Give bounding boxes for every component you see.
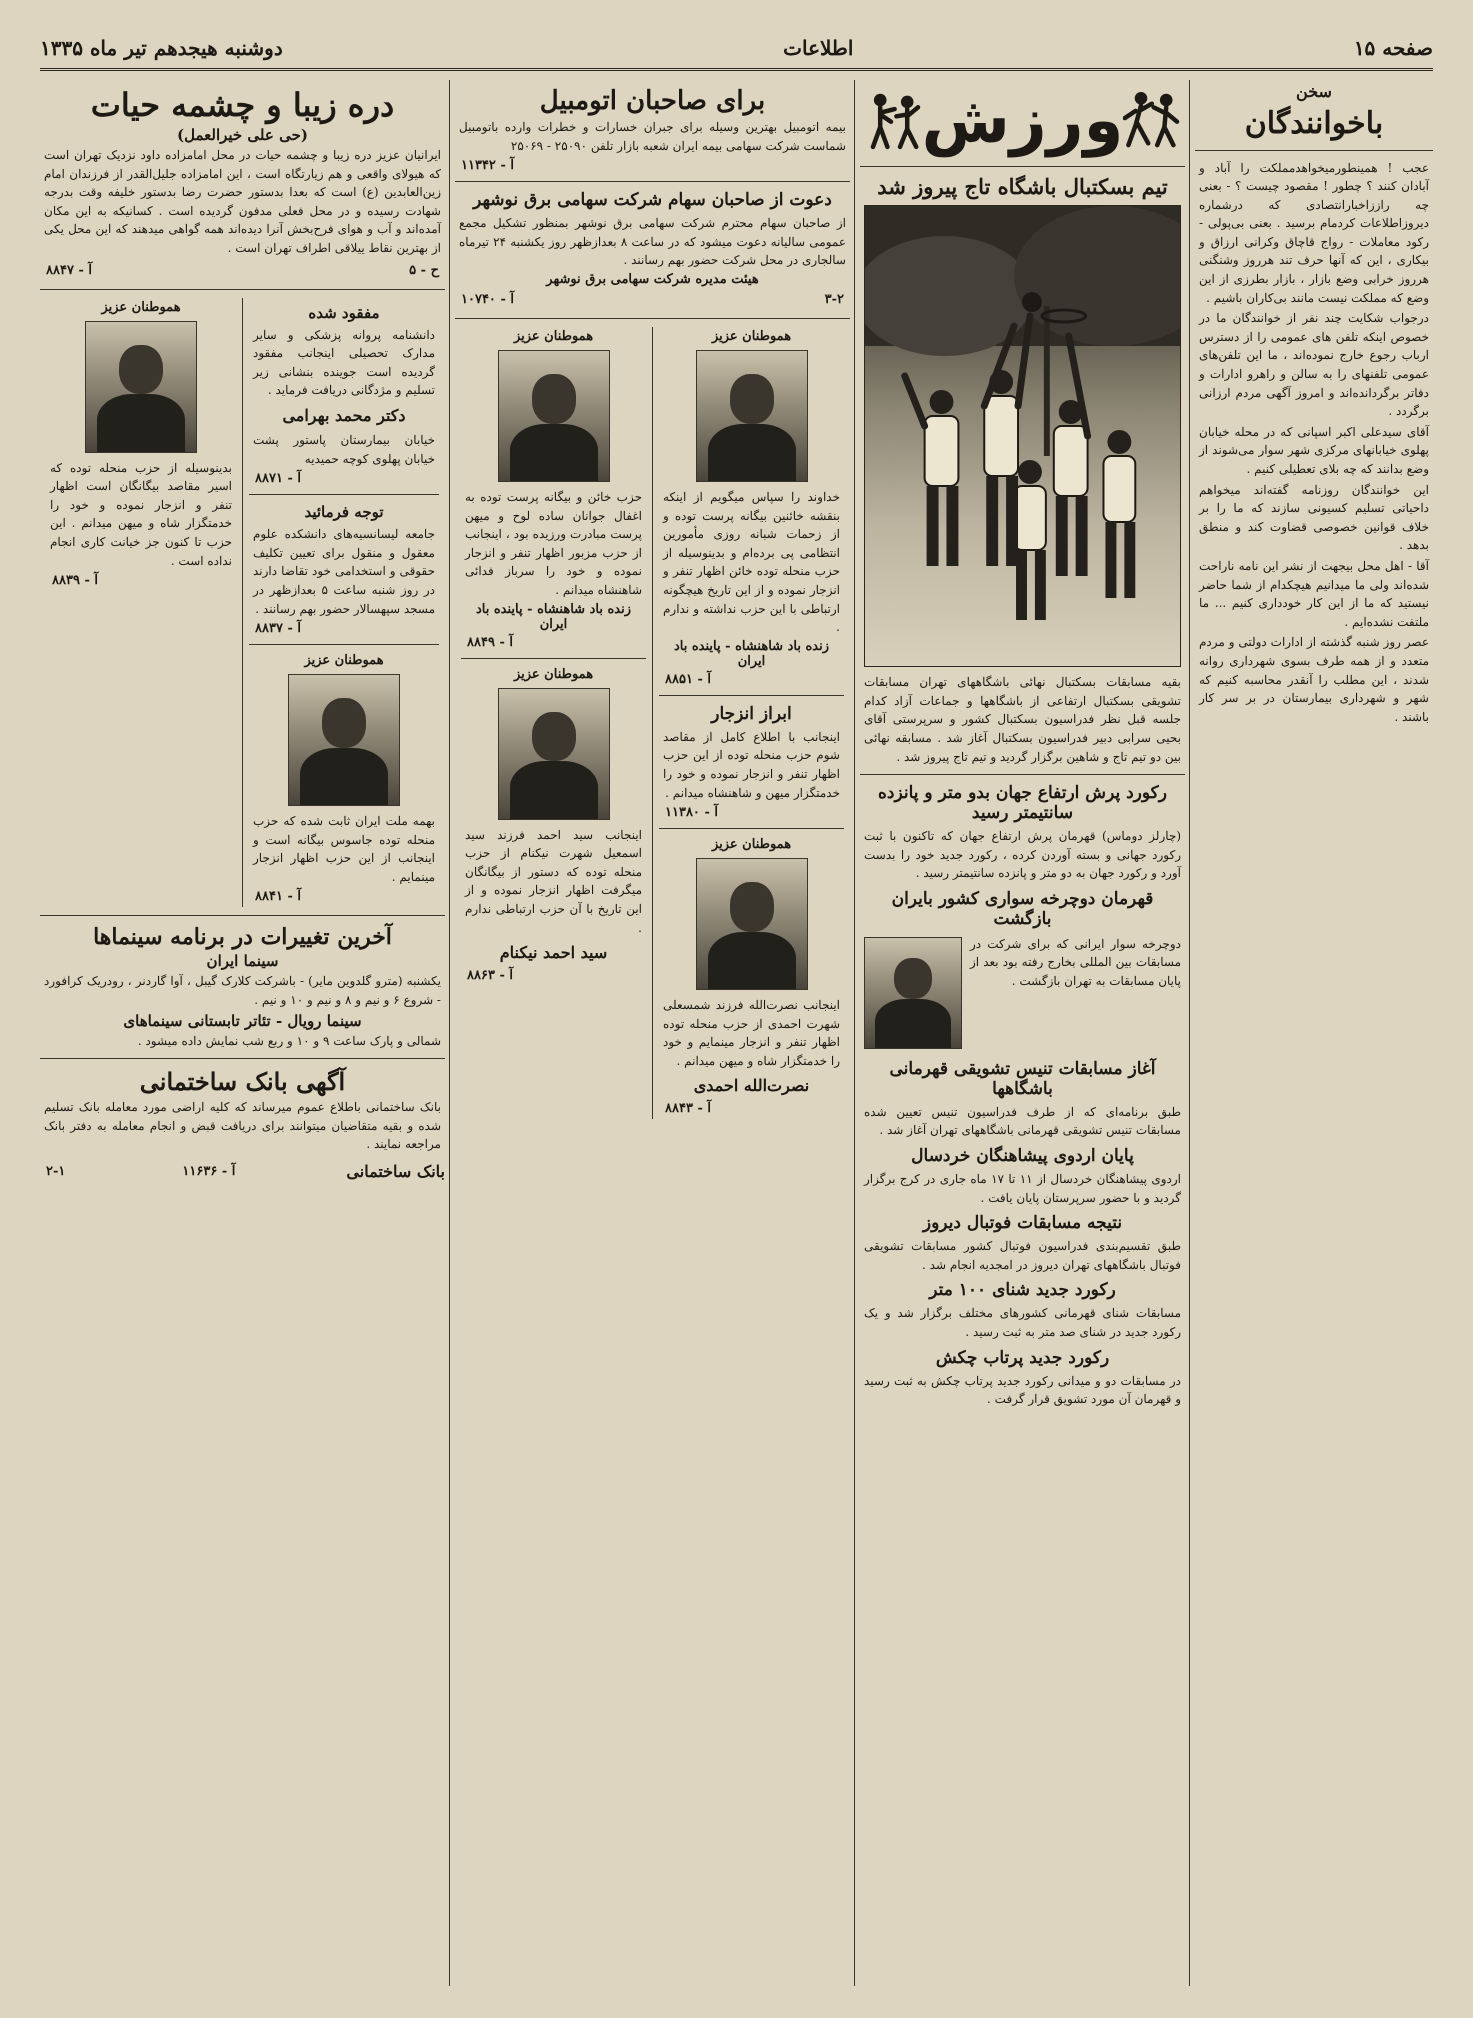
notice-text: اینجانب با اطلاع کامل از مقاصد شوم حزب منحله توده از این حزب اظهار تنفر و انزجار نموده و خود را خدمتگزار میهن و شاهنشاه میدانم .: [663, 729, 840, 800]
portrait-photo: [696, 350, 808, 482]
lost-title: مفقود شده: [308, 303, 380, 322]
letters-title: باخوانندگان: [1244, 106, 1384, 141]
football-headline: نتیجه مسابقات فوتبال دیروز: [922, 1213, 1123, 1234]
notice-ref: آ - ۸۸۶۳: [467, 968, 513, 984]
valley-story: ایرانیان عزیز دره زیبا و چشمه حیات در محل امامزاده داود نزدیک تهران است که هیولای واقعی و هم زیارتگاه است ، این امامزاده جلیل‌القدر از فرزندان امام زین‌العابدین (ع) است که بعدا بدستور حضرت رضا بدستور خلیفه وقت بدرجه شهادت رسیده و در محل فعلی مدفون گردیده است . کسانیکه به این مکان آمده‌اند و آب و هوای فرح‌بخش آنرا دیده‌اند همه گواهی میدهند که این محل یکی از بهترین نقاط ییلاقی اطراف تهران است .: [44, 148, 441, 255]
attention-ref: آ - ۸۸۳۷: [255, 621, 301, 637]
basketball-headline: تیم بسکتبال باشگاه تاج پیروز شد: [877, 174, 1168, 199]
letter-paragraph: این خوانندگان روزنامه گفته‌اند میخواهم داحیاتی تسلیم کسیونی سازند که ما را بر خلاف قوانین خصوصی قضاوت کند و منطق بدهد .: [1199, 482, 1429, 553]
column-rule: [854, 80, 855, 1986]
long-live-line: زنده باد شاهنشاه - پاینده باد ایران: [475, 601, 632, 632]
notice-text: بهمه ملت ایران ثابت شده که حزب منحله توده جاسوس بیگانه است و اینجانب از این حزب اظهار انزجار مینمایم .: [253, 814, 435, 884]
scouts-headline: پایان اردوی پیشاهنگان خردسال: [911, 1146, 1134, 1167]
valley-ref-2: ح - ۵: [409, 262, 439, 278]
bank-ad-title: آگهی بانک ساختمانی: [139, 1067, 346, 1097]
boxers-icon: [864, 84, 922, 154]
portrait-photo: [696, 858, 808, 990]
compatriot-heading: هموطنان عزیز: [513, 328, 594, 344]
hammer-headline: رکورد جدید پرتاب چکش: [935, 1347, 1110, 1368]
notice-text: اینجانب سید احمد فرزند سید اسمعیل شهرت نیکنام از حزب منحله توده که دستور از بیگانگان میگرفت اظهار انزجار نموده و از این تاریخ با آن حزب ارتباطی ندارم .: [465, 827, 642, 935]
basketball-photo: [864, 205, 1181, 667]
portrait-photo: [498, 688, 610, 820]
cinema-listing: یکشنبه (مترو گلدوین مایر) - باشرکت کلارک گیبل ، آوا گاردنر ، رودریک کرافورد - شروع ۶ و نیم و ۸ و نیم و ۱۰ و نیم .: [44, 974, 441, 1008]
cinema-name: سینما ایران: [206, 952, 279, 971]
notice-ref: آ - ۸۸۳۹: [52, 573, 98, 589]
notice-text: خداوند را سپاس میگویم از اینکه بنقشه خائنین بیگانه پرست توده و از زحمات شبانه روزی مأمورین انتظامی پی برده‌ام و بدینوسیله از حزب منحله توده خائن اظهار تنفر و انزجار نموده و از این تاریخ هیچگونه ارتباطی با این حزب نداشته و ندارم .: [663, 489, 840, 635]
notice-text: حزب خائن و بیگانه پرست توده به اغفال جوانان ساده لوح و میهن پرست مبادرت ورزیده بود ، اینجانب از حزب مزبور اظهار تنفر و انزجار نموده و خود را سرباز فدائی شاهنشاه میدانم .: [465, 489, 642, 597]
valley-headline: دره زیبا و چشمه حیات: [90, 86, 395, 124]
letter-paragraph: درجواب شکایت چند نفر از خوانندگان ما در خصوص اینکه تلفن های عمومی را از دسترس ارباب رجوع خارج نموده‌اند ، ما این تلفن‌های عمومی تلفنهای را به سالن و راهرو ادارات و دفاتر برگردانده‌اند و امروز آگهی مردم ارزانی برگردد .: [1199, 311, 1429, 419]
cinema-title: آخرین تغییرات در برنامه سینماها: [93, 924, 392, 951]
compatriot-heading: هموطنان عزیز: [513, 666, 594, 682]
auto-ad-title: برای صاحبان اتومبیل: [539, 86, 766, 116]
high-jump-story: (چارلز دوماس) قهرمان پرش ارتفاع جهان که تاکنون با ثبت رکورد جهانی و بسته آوردن کرده ، رکورد جدید خود را بدست آورد و رکورد جهان به دو متر و پانزده سانتیمتر رسید .: [864, 829, 1181, 881]
cyclist-story: دوچرخه سوار ایرانی که برای شرکت در مسابقات بین المللی بخارج رفته بود بعد از پایان مسابقات به تهران بازگشت .: [970, 936, 1181, 989]
bank-ref-2: ۲-۱: [46, 1164, 66, 1180]
notice-text: بدینوسیله از حزب منحله توده که اسیر مقاصد بیگانگان است اظهار تنفر و انزجار نموده و خود را خدمتگزار شاه و میهن میدانم . این حزب تا کنون جز خیانت کاری انجام نداده است .: [50, 460, 232, 568]
notice-ref: آ - ۱۱۳۸۰: [665, 805, 718, 821]
shareholders-notice-title: دعوت از صاحبان سهام شرکت سهامی برق نوشهر: [473, 190, 832, 211]
bank-ref: آ - ۱۱۶۳۶: [182, 1164, 236, 1180]
column-left: [40, 80, 445, 1986]
auto-ad-text: بیمه اتومبیل بهترین وسیله برای جبران خسارات و خطرات وارده باتومبیل شماست شرکت سهامی بیمه ایران شعبه بازار تلفن ۲۵۰۹۰ - ۲۵۰۶۹: [459, 120, 846, 153]
shareholders-notice-sign: هیئت مدیره شرکت سهامی برق نوشهر: [546, 271, 759, 287]
valley-ref: آ - ۸۸۴۷: [46, 262, 92, 278]
doctor-ref: آ - ۸۸۷۱: [255, 471, 301, 487]
bank-ad-text: بانک ساختمانی باطلاع عموم میرساند که کلیه اراضی مورد معامله بانک تسلیم شده و بقیه متقاضیان میتوانند برای دریافت قبض و انجام معامله به دفتر بانک مراجعه نمایند .: [44, 1100, 441, 1152]
letter-paragraph: آقای سیدعلی اکبر اسپانی که در محله خیابان پهلوی خیابانهای مرکزی شهر سوار می‌شوند از وضع بدانند که چه بلای تعطیلی کنیم .: [1199, 424, 1429, 476]
cinema-name: سینما رویال - تئاتر تابستانی سینماهای: [123, 1011, 362, 1030]
shareholders-notice-text: از صاحبان سهام محترم شرکت سهامی برق نوشهر بمنظور تشکیل مجمع عمومی سالیانه دعوت میشود که در ساعت ۸ بعدازظهر روز یکشنبه ۲۴ تیرماه سالجاری در محل شرکت حضور بهم رسانند .: [459, 216, 846, 268]
cyclist-headline: قهرمان دوچرخه سواری کشور بایران بازگشت: [891, 888, 1154, 929]
long-live-line: زنده باد شاهنشاه - پاینده باد ایران: [673, 638, 830, 669]
notice-ref: آ - ۸۸۴۱: [255, 889, 301, 905]
cinema-listing: شمالی و پارک ساعت ۹ و ۱۰ و ربع شب نمایش داده میشود .: [137, 1033, 441, 1048]
column-rule: [449, 80, 450, 1986]
compatriot-heading: هموطنان عزیز: [304, 653, 384, 669]
auto-ad-ref: آ - ۱۱۳۴۲: [461, 158, 514, 174]
letter-paragraph: آقا - اهل محل بیجهت از نشر این نامه ناراحت شده‌اند ولی ما میدانیم هیچکدام از شما حاضر نیستید که ما از این کار خودداری کنیم ... ما ملتفت نشده‌ایم .: [1199, 558, 1429, 629]
compatriot-heading: هموطنان عزیز: [711, 837, 792, 853]
notice-ref: آ - ۸۸۵۱: [665, 671, 711, 687]
column-notices: [455, 80, 850, 1986]
swimming-headline: رکورد جدید شنای ۱۰۰ متر: [929, 1280, 1116, 1301]
notice-ref-2: ۳-۲: [824, 291, 844, 307]
doctor-name: دکتر محمد بهرامی: [282, 405, 406, 425]
lost-text: دانشنامه پروانه پزشکی و سایر مدارک تحصیلی اینجانب مفقود گردیده است جوینده بنشانی زیر تسلیم و مژدگانی دریافت فرماید .: [253, 327, 435, 398]
page-number: صفحه ۱۵: [1353, 36, 1433, 60]
swimming-story: مسابقات شنای قهرمانی کشورهای مختلف برگزار شد و یک رکورد جدید در شنای صد متر به ثبت رسید .: [864, 1306, 1181, 1340]
notice-text: اینجانب نصرت‌الله فرزند شمسعلی شهرت احمدی از حزب منحله توده اظهار تنفر و انزجار مینمایم و خود را خدمتگزار شاه و میهن میدانم .: [663, 998, 840, 1068]
hammer-story: در مسابقات دو و میدانی رکورد جدید پرتاب چکش به ثبت رسید و قهرمان آن مورد تشویق قرار گرفت .: [864, 1373, 1181, 1407]
paper-name: اطلاعات: [783, 36, 854, 60]
tennis-headline: آغاز مسابقات تنیس تشویقی قهرمانی باشگاهها: [889, 1058, 1156, 1099]
cyclist-photo: [864, 937, 962, 1049]
portrait-photo: [288, 674, 400, 806]
notice-signature: سید احمد نیکنام: [499, 943, 608, 963]
basketball-players-image: [865, 206, 1180, 666]
notice-ref: آ - ۱۰۷۴۰: [461, 291, 514, 307]
attention-text: جامعه لیسانسیه‌های دانشکده علوم معقول و منقول برای تعیین تکلیف حقوقی و استخدامی خود تقاضا دارند در روز شنبه ساعت ۵ بعدازظهر در مسجد سپهسالار حضور بهم رسانند .: [253, 527, 435, 616]
basketball-story: بقیه مسابقات بسکتبال نهائی باشگاههای تهران مسابقات تشویقی بسکتبال ارتفاعی از باشگاهها و جماعات آزاد کدام جلسه قبل نظر فدراسیون بسکتبال کشور و سرپرستی آقای بحیی سرابی دبیر فدراسیون بسکتبال آغاز شد . مسابقه نهائی بین دو تیم تاج و شاهین برگزار گردید و تیم تاج پیروز شد .: [864, 675, 1181, 764]
notice-ref: آ - ۸۸۴۹: [467, 634, 513, 650]
letter-paragraph: عجب ! همینطورمیخواهدمملکت را آباد و آبادان کنند ؟ چطور ! مقصود چیست ؟ - بعنی چه راززاخبارانتصادی که درشماره دیروزاطلاعات کردمام برسید . بعنی بی‌پولی - رکود معاملات - رواج قاچاق وکرانی ارزاق و بیکاری ، این که آنها حرف تند هرروز وشنگنی هرروز خرابی وضع بازار ، بازار بطرزی از این وضع که مملکت نیست مانند بی‌کاران باشیم .: [1199, 160, 1429, 305]
column-rule: [1189, 80, 1190, 1986]
compatriot-heading: هموطنان عزیز: [101, 299, 181, 315]
bank-sign: بانک ساختمانی: [346, 1162, 445, 1182]
sports-wordmark: ورزش: [921, 84, 1124, 158]
scouts-story: اردوی پیشاهنگان خردسال از ۱۱ تا ۱۷ ماه جاری در کرج برگزار گردید و با حضور سرپرستان پایان یافت .: [864, 1172, 1181, 1205]
compatriot-heading: هموطنان عزیز: [711, 328, 792, 344]
attention-title: توجه فرمائید: [304, 503, 384, 522]
valley-byline: (حی علی خیرالعمل): [177, 126, 308, 144]
portrait-photo: [85, 321, 197, 453]
doctor-address: خیابان بیمارستان پاستور پشت خیابان پهلوی کوچه حمیدیه: [253, 432, 435, 466]
athletes-icon: [1123, 84, 1181, 154]
letter-paragraph: عصر روز شنبه گذشته از ادارات دولتی و مردم متعدد و از همه طرف بسوی شهرداری روانه شدند ، این مطلب را آنقدر محاسبه کنیم که شهر و شهرداری بیمارستان در بر سر کار باشند .: [1199, 635, 1429, 724]
column-letters: [1195, 80, 1433, 1986]
disgust-title: ابراز انزجار: [711, 703, 792, 724]
football-story: طبق تقسیم‌بندی فدراسیون فوتبال کشور مسابقات تشویقی فوتبال باشگاههای تهران دیروز در امجدیه انجام شد .: [864, 1239, 1181, 1272]
notice-ref: آ - ۸۸۴۳: [665, 1101, 711, 1117]
issue-date: دوشنبه هیجدهم تیر ماه ۱۳۳۵: [40, 36, 283, 60]
column-sports: [860, 80, 1185, 1986]
letters-kicker: سخن: [1296, 82, 1332, 101]
masthead: [40, 28, 1433, 71]
high-jump-headline: رکورد پرش ارتفاع جهان بدو متر و پانزده سانتیمتر رسید: [878, 783, 1167, 824]
tennis-story: طبق برنامه‌ای که از طرف فدراسیون تنیس تعیین شده مسابقات تنیس تشویقی قهرمانی باشگاههای تهران آغاز شد .: [864, 1104, 1181, 1138]
portrait-photo: [498, 350, 610, 482]
notice-signature: نصرت‌الله احمدی: [693, 1076, 810, 1096]
